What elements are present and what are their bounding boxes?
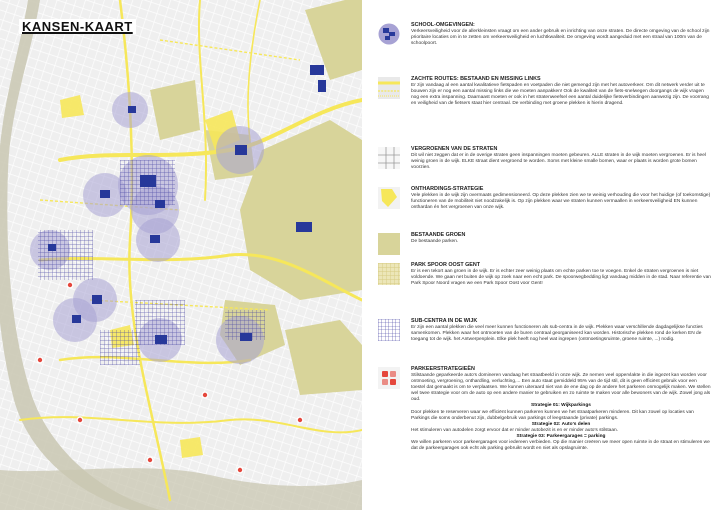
legend-title-subcentra: SUB-CENTRA IN DE WIJK <box>411 318 478 324</box>
legend-title-zachte: ZACHTE ROUTES: BESTAAND EN MISSING LINKS <box>411 76 541 82</box>
parking-marker-dot <box>203 393 207 397</box>
legend-body-school: Verkeersveiligheid voor de allerkleinsten vraagt om een ander gebruik en inrichting van onze straten. De directe omgeving van de school zijn prioritaire locaties om in te zetten om verkeersveiligheid en luchtkwaliteit. De omgeving wordt aangeduid met een straal van 100m van de schoolpoort. <box>411 29 710 47</box>
parking-marker-dot <box>68 283 72 287</box>
parking-marker-dot <box>238 468 242 472</box>
park-spoor-icon <box>378 263 400 285</box>
parking-marker-dot <box>78 418 82 422</box>
legend-title-school: SCHOOL-OMGEVINGEN: <box>411 22 475 28</box>
parking-marker-dot <box>148 458 152 462</box>
legend-body-park: Er is een tekort aan groen in de wijk. Er is echter zeer weinig plaats om echte parken toe te voegen. Enkel de straten vergroenen is niet voldoende. We gaan net buiten de wijk op zoek naar een echt park. De spoorwegbedding ligt vandaag midden in de stad. Naar referentie van Park Spoor Noord vragen we een Park Spoor Oost voor Gent! <box>411 269 711 287</box>
strategy-2-label: Strategie 02: Auto's delen <box>531 421 591 427</box>
sub-centra-icon <box>378 319 400 341</box>
parking-marker <box>67 282 74 289</box>
school-building <box>240 333 252 341</box>
legend-title-groen: BESTAANDE GROEN <box>411 232 466 238</box>
school-building <box>48 244 56 251</box>
school-building <box>235 145 247 155</box>
parking-marker <box>77 417 84 424</box>
legend <box>378 22 713 502</box>
school-building <box>150 235 160 243</box>
parking-marker <box>202 392 209 399</box>
legend-body-vergroenen: Dit wil niet zeggen dat er in de overige straten geen inspanningen moeten gebeuren. ALLE straten in de wijk moeten vergroenen. Er is heel weinig groen in de wijk. ELKE straat dient vergroend te worden. Soms met kleine smalle bomen, waar er plaats is worden grote bomen voorzien. <box>411 153 706 171</box>
parking-marker-dot <box>298 418 302 422</box>
legend-body-subcentra: Er zijn een aantal plekken die veel meer kunnen functioneren als sub-centra in de wijk. Plekken waar verschillende dagdagelijkse functies samenkomen. Plekken waar het ontmoeten van de buren centraal georganiseerd kan worden. Historische plekken rond de kerken EN de toegang tot de wijk. het Antwerpenplein. Elke plek heeft nog heel wat ingrepen (ontmoetingsruimte, groene ruimte, ...) nodig. <box>411 325 703 343</box>
school-building <box>72 315 81 323</box>
school-building <box>155 200 165 208</box>
parking-marker <box>37 357 44 364</box>
legend-title-park: PARK SPOOR OOST GENT <box>411 262 481 268</box>
parking-strategy-icon <box>378 367 400 389</box>
strategy-2-body: Het stimuleren van autodelen zorgt ervoor dat er minder autobezit is en er minder auto's stilstaan. <box>411 427 619 433</box>
legend-body-zachte: Er zijn vandaag al een aantal kwalitatieve fietspaden en voetpaden die niet gemengd zijn met het autoverkeer. Om dit netwerk verder uit te bouwen zijn er nog een aantal missing links die we moeten aanpakken! Ook de kwaliteit van de fiets-snelwegen doorgangs de wijk vragen nog een extra inspanning. Daarnaast moeten er ook in het stratenweefsel een aantal duidelijke fietsverbindingen aanwezig zijn. De voorrang en veiligheid van de fietsers staat hier centraal. De verbinding met groene plekken is hierin dragend. <box>411 83 709 107</box>
strategy-3-label: Strategie 03: Parkeergarages = parking <box>516 433 606 439</box>
school-building <box>92 295 102 304</box>
school-building <box>318 80 326 92</box>
map-title: KANSEN-KAART <box>19 19 136 34</box>
parking-marker <box>237 467 244 474</box>
legend-body-parkeer: Stilstaande geparkeerde auto's domineren vandaag het straatbeeld in onze wijk. Ze nemen veel oppervlakte in die ingezet kan worden voor ontmoeting, vergroening, onthardling, verluchting,... Een auto staat gemiddeld 95% van de tijd stil, dit is geen efficiënt gebruik voor een toestel dat gemaakt is om te verplaatsen. We kunnen uiteraard niet van de ene dag op de andere het parkeren onmogelijk maken. We stellen wel twee strategie voor om de auto op een andere manier te gebruiken en zo ruimte te maken voor alle bewoners van de wijk. Zowel jong als oud. <box>411 373 711 403</box>
existing-green-icon <box>378 233 400 255</box>
legend-title-onthardings: ONTHARDINGS-STRATEGIE <box>411 186 484 192</box>
school-building <box>296 222 312 232</box>
school-building <box>155 335 167 344</box>
strategy-3-body: We willen parkeren voor parkeergarages voor iedereen verbieden. Op die manier creëren we meer open ruimte in de straat en stimuleren we dat de parkeergarages ook echt als parking gebruikt wordt en niet als opslagruimte. <box>411 440 710 452</box>
strategy-1-label: Strategie 01: Wijkparkings <box>531 403 591 409</box>
sub-centra-grid <box>100 330 140 365</box>
school-zone-icon <box>378 23 400 45</box>
school-building <box>310 65 324 75</box>
greening-streets-icon <box>378 147 400 169</box>
sub-centra-grid <box>38 230 93 280</box>
unpaving-area <box>180 437 203 458</box>
school-building <box>100 190 110 198</box>
legend-body-onthardings: Vele plekken in de wijk zijn overmaats gedimensioneerd. Op deze plekken zien we te weinig verhouding die voor het huidige (of toekomstige) functioneren van de mobiliteit niet noodzakelijk is. Op zijn plekken waar we straten kunnen vermaallen in verkeersveiligheid EN kunnen onthardan én het vergroenen van onze wijk. <box>411 193 711 211</box>
strategy-1-body: Door plekken te reserveren waar we efficiënt kunnen parkeren kunnen we het straatparkeren minderen. Dit kan zowel op locaties van Parkings die soms onderbenut zijn, dubbelgebruik van parkings of leegstaande (private) parkings. <box>411 409 694 421</box>
parking-marker <box>147 457 154 464</box>
unpaving-strategy-icon <box>378 187 400 209</box>
legend-title-vergroenen: VERGROENEN VAN DE STRATEN <box>411 146 498 152</box>
school-building <box>140 175 156 187</box>
legend-title-parkeer: PARKEERSTRATEGIEËN <box>411 366 475 372</box>
school-building <box>128 106 136 113</box>
soft-routes-icon <box>378 77 400 99</box>
parking-marker-dot <box>38 358 42 362</box>
legend-body-groen: De bestaande parken. <box>411 239 459 244</box>
parking-marker <box>297 417 304 424</box>
